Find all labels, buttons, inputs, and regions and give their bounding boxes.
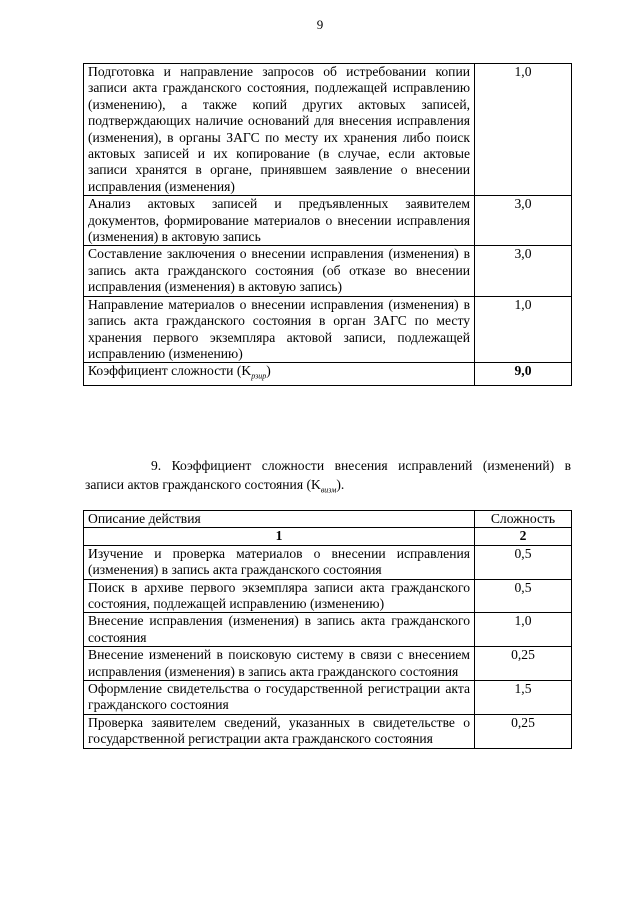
complexity-value: 1,0 (475, 613, 572, 647)
total-label-text: Коэффициент сложности (K (88, 363, 252, 379)
total-label-subscript: рзир (251, 372, 267, 382)
action-description: Поиск в архиве первого экземпляра записи акта гражданского состояния, подлежащей исправлению (изменению) (84, 579, 475, 613)
total-label-end: ) (266, 363, 271, 379)
table-row (84, 296, 572, 363)
section-9-subscript: визм (320, 485, 337, 495)
section-9-text: 9. Коэффициент сложности внесения исправлений (изменений) в записи актов гражданского состояния (K (85, 458, 571, 492)
action-description: Изучение и проверка материалов о внесении исправления (изменения) в запись акта гражданского состояния (84, 545, 475, 579)
table-row (84, 246, 572, 296)
page-number: 9 (316, 17, 324, 32)
total-row (84, 363, 572, 386)
table-row (84, 545, 572, 579)
section-9-heading (85, 456, 571, 500)
column-number-1: 1 (84, 528, 475, 545)
action-description: Проверка заявителем сведений, указанных в свидетельстве о государственной регистрации акта гражданского состояния (84, 714, 475, 748)
section-9-text-end: ). (336, 477, 345, 492)
complexity-value: 0,5 (475, 579, 572, 613)
table-row (84, 681, 572, 715)
action-description: Оформление свидетельства о государственной регистрации акта гражданского состояния (84, 681, 475, 715)
complexity-value: 3,0 (475, 246, 572, 296)
complexity-value: 1,0 (475, 296, 572, 363)
action-description: Внесение исправления (изменения) в запись акта гражданского состояния (84, 613, 475, 647)
header-description: Описание действия (84, 511, 475, 528)
action-description: Направление материалов о внесении исправления (изменения) в запись акта гражданского состояния в орган ЗАГС по месту хранения первого экземпляра актовой записи, подлежащей исправлению (изменению) (84, 296, 475, 363)
complexity-table-9 (83, 510, 572, 749)
complexity-value: 1,0 (475, 64, 572, 196)
action-description: Составление заключения о внесении исправления (изменения) в запись акта гражданского состояния (об отказе во внесении исправления (изменения) в актовую запись) (84, 246, 475, 296)
complexity-value: 0,5 (475, 545, 572, 579)
complexity-table-8 (83, 63, 572, 386)
complexity-value: 1,5 (475, 681, 572, 715)
header-complexity: Сложность (475, 511, 572, 528)
column-number-2: 2 (475, 528, 572, 545)
action-description: Подготовка и направление запросов об истребовании копии записи акта гражданского состояния, подлежащей исправлению (изменению), а также копий других актовых записей, подтверждающих наличие оснований для внесения исправления (изменения), в органы ЗАГС по месту их хранения либо поиск актовых записей и их копирование (в случае, если актовые записи хранятся в органе, принявшем заявление о внесении исправления (изменения) (84, 64, 475, 196)
table-row (84, 64, 572, 196)
table-row (84, 613, 572, 647)
table-row (84, 714, 572, 748)
complexity-value: 3,0 (475, 196, 572, 246)
total-value: 9,0 (475, 363, 572, 386)
table-row (84, 647, 572, 681)
complexity-value: 0,25 (475, 647, 572, 681)
action-description: Внесение изменений в поисковую систему в связи с внесением исправления (изменения) в запись акта гражданского состояния (84, 647, 475, 681)
total-label (84, 363, 475, 386)
action-description: Анализ актовых записей и предъявленных заявителем документов, формирование материалов о внесении исправления (изменения) в актовую запись (84, 196, 475, 246)
table-row (84, 579, 572, 613)
header-row (84, 511, 572, 528)
complexity-value: 0,25 (475, 714, 572, 748)
column-number-row (84, 528, 572, 545)
table-row (84, 196, 572, 246)
